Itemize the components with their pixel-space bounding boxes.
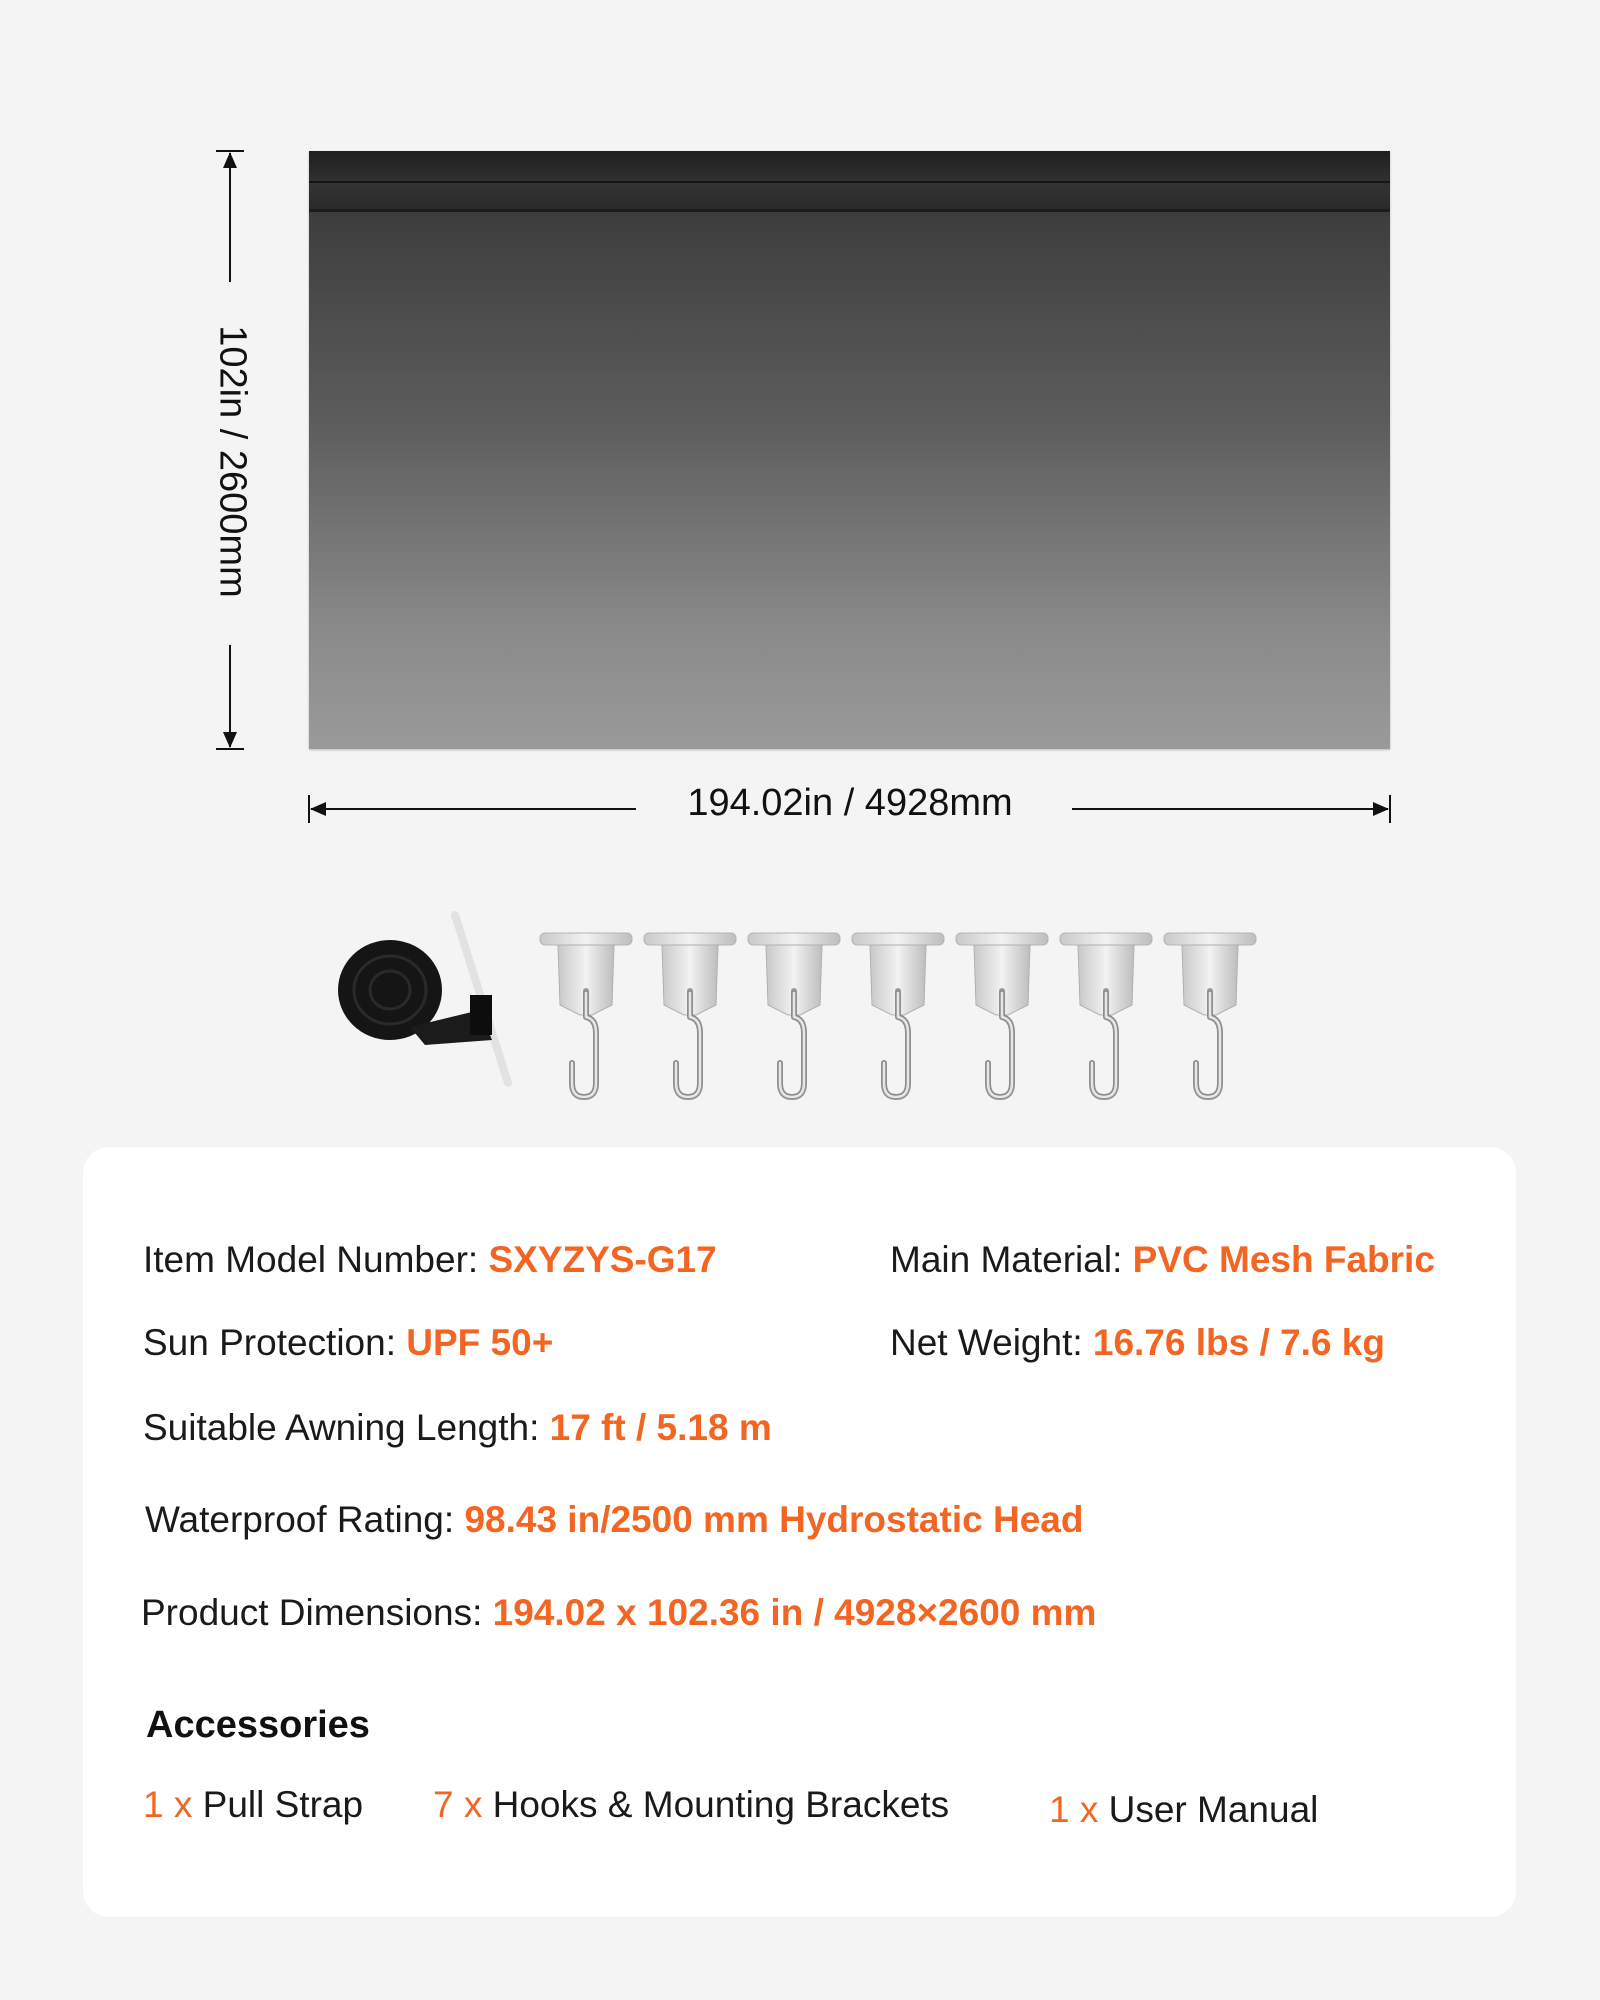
hook-bracket-image (852, 933, 944, 1097)
hook-bracket-image (1164, 933, 1256, 1097)
hook-bracket-image (1060, 933, 1152, 1097)
spec-weight-value: 16.76 lbs / 7.6 kg (1092, 1322, 1385, 1363)
spec-sun (143, 1322, 553, 1364)
spec-model (143, 1239, 717, 1281)
spec-model-label: Item Model Number: (143, 1239, 489, 1280)
spec-weight-label: Net Weight: (890, 1322, 1093, 1363)
spec-waterproof (145, 1499, 1083, 1541)
accessory-item (143, 1784, 363, 1826)
spec-awning (143, 1407, 772, 1449)
hooks-group (540, 933, 1256, 1097)
spec-model-value: SXYZYS-G17 (488, 1239, 717, 1280)
spec-awning-label: Suitable Awning Length: (143, 1407, 550, 1448)
pull-strap-image (338, 915, 508, 1083)
accessory-item (433, 1784, 949, 1826)
spec-waterproof-value: 98.43 in/2500 mm Hydrostatic Head (464, 1499, 1084, 1540)
accessory-name: Pull Strap (192, 1784, 364, 1825)
hook-bracket-image (748, 933, 840, 1097)
accessory-name: User Manual (1098, 1789, 1319, 1830)
spec-material (890, 1239, 1435, 1281)
height-dimension-label: 102in / 2600mm (211, 325, 254, 598)
accessories-image (330, 905, 1280, 1105)
spec-awning-value: 17 ft / 5.18 m (549, 1407, 772, 1448)
accessory-qty: 7 x (433, 1784, 483, 1825)
hook-bracket-image (644, 933, 736, 1097)
hook-bracket-image (540, 933, 632, 1097)
hook-bracket-image (956, 933, 1048, 1097)
accessory-name: Hooks & Mounting Brackets (482, 1784, 950, 1825)
spec-weight (890, 1322, 1385, 1364)
spec-sun-value: UPF 50+ (406, 1322, 554, 1363)
accessory-item (1049, 1789, 1318, 1831)
spec-material-label: Main Material: (890, 1239, 1133, 1280)
spec-sun-label: Sun Protection: (143, 1322, 407, 1363)
accessory-qty: 1 x (143, 1784, 193, 1825)
spec-dimensions (141, 1592, 1096, 1634)
spec-waterproof-label: Waterproof Rating: (145, 1499, 465, 1540)
specs-card (83, 1147, 1516, 1917)
accessories-title: Accessories (146, 1704, 370, 1746)
accessory-qty: 1 x (1049, 1789, 1099, 1830)
spec-dimensions-label: Product Dimensions: (141, 1592, 493, 1633)
width-dimension-label: 194.02in / 4928mm (687, 782, 1013, 824)
spec-dimensions-value: 194.02 x 102.36 in / 4928×2600 mm (492, 1592, 1097, 1633)
spec-material-value: PVC Mesh Fabric (1132, 1239, 1435, 1280)
